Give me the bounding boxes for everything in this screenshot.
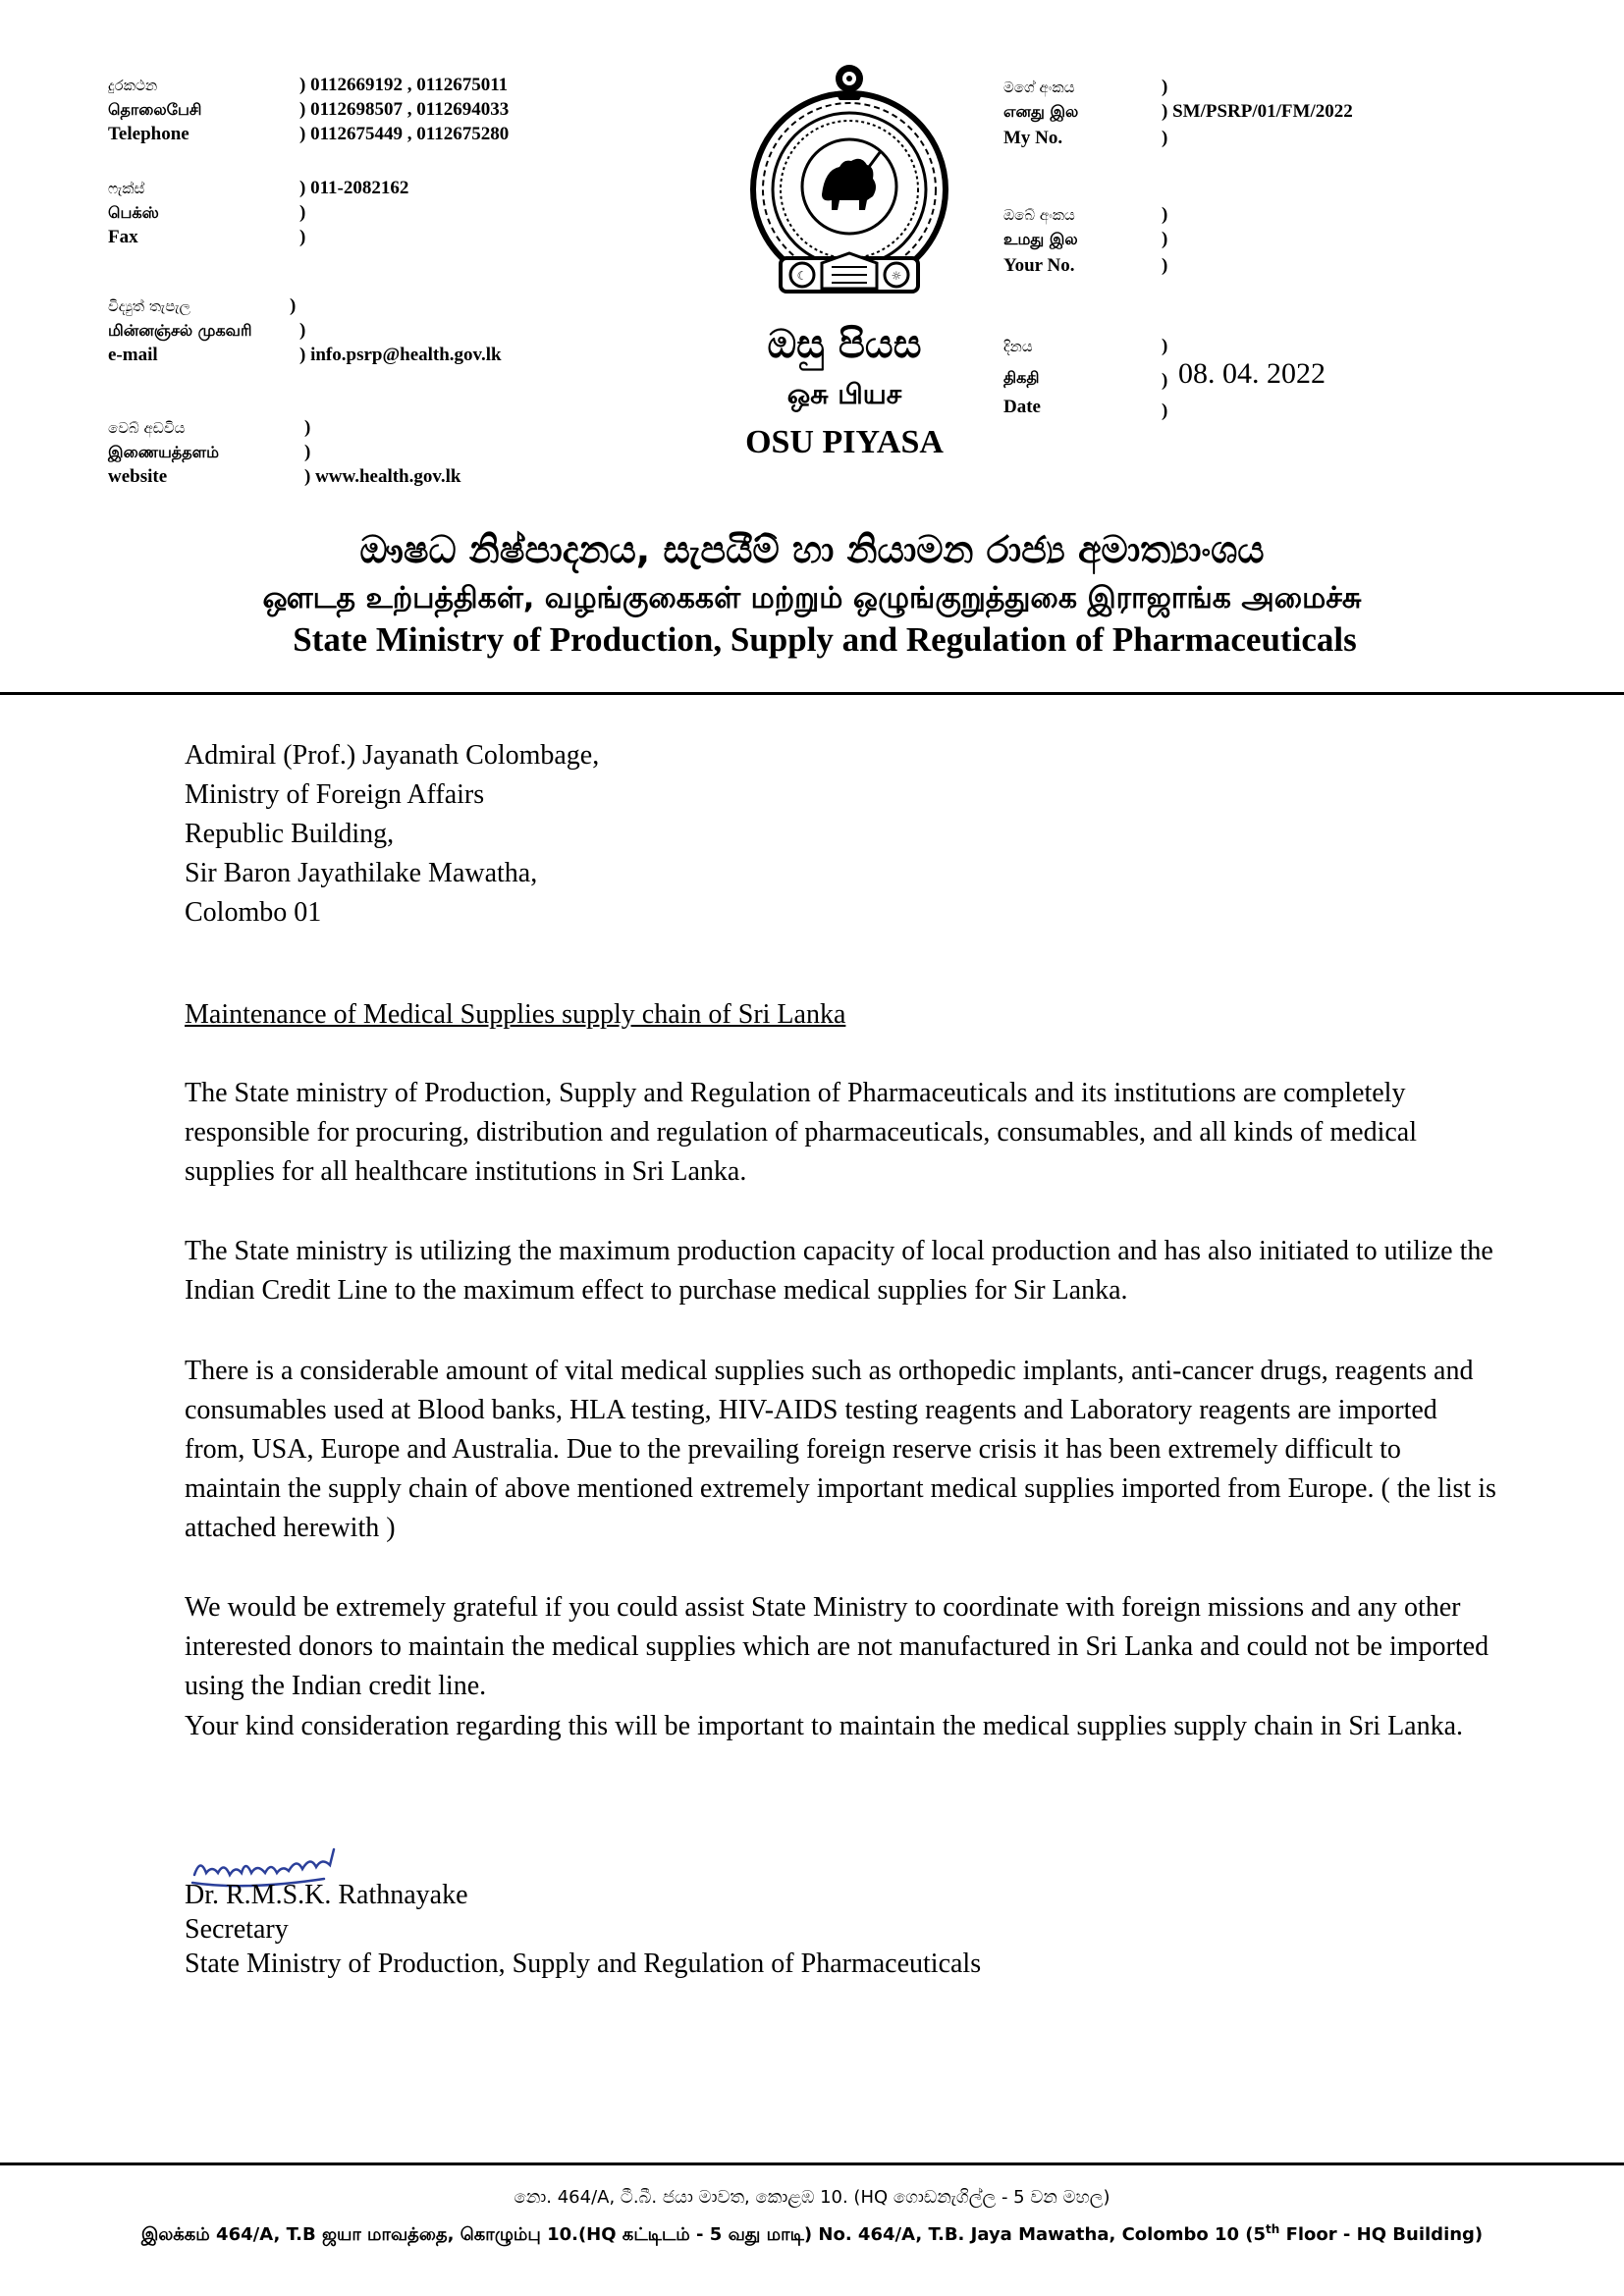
fax-label-si: ෆැක්ස් — [108, 180, 145, 197]
date-label-ta: திகதி — [1003, 368, 1040, 387]
my-no-value-3: ) — [1162, 128, 1168, 148]
signatory-name: Dr. R.M.S.K. Rathnayake — [185, 1880, 468, 1910]
footer-address-tamil-english — [0, 2222, 1624, 2247]
website-label-en: website — [108, 466, 168, 487]
email-value-2: ) — [299, 320, 306, 341]
address-line: Colombo 01 — [185, 897, 322, 928]
emblem-sun-glyph: ☼ — [891, 269, 902, 283]
my-no-label-si: මගේ අංකය — [1003, 79, 1075, 96]
email-value-1: ) — [290, 295, 297, 316]
emblem-icon — [741, 57, 957, 307]
ministry-name-english: State Ministry of Production, Supply and Regulation of Pharmaceuticals — [293, 620, 1357, 659]
signatory-organization: State Ministry of Production, Supply and Regulation of Pharmaceuticals — [185, 1949, 982, 1979]
email-label-en: e-mail — [108, 345, 158, 365]
my-no-label-ta: எனது இல — [1003, 102, 1079, 121]
email-label-ta: மின்னஞ்சல் முகவரி — [108, 321, 252, 340]
body-paragraph-5: Your kind consideration regarding this will be important to maintain the medical supplies supply chain in Sri Lanka. — [185, 1711, 1464, 1741]
date-paren-3: ) — [1162, 400, 1168, 421]
telephone-value-3: ) 0112675449 , 0112675280 — [299, 124, 510, 144]
footer-address-end: Floor - HQ Building) — [1279, 2224, 1484, 2245]
telephone-label-ta: தொலைபேசி — [108, 100, 202, 119]
date-paren-2: ) — [1162, 370, 1168, 391]
fax-label-ta: பெக்ஸ் — [108, 203, 159, 222]
osu-piyasa-sinhala: ඔසු පියස — [767, 322, 922, 367]
my-no-label-en: My No. — [1003, 128, 1063, 148]
date-value: 08. 04. 2022 — [1178, 357, 1326, 390]
my-no-value-2: ) SM/PSRP/01/FM/2022 — [1162, 101, 1353, 122]
fax-value-2: ) — [299, 202, 306, 223]
address-line: Sir Baron Jayathilake Mawatha, — [185, 858, 538, 888]
address-line: Admiral (Prof.) Jayanath Colombage, — [185, 740, 600, 771]
footer-address-sup: th — [1266, 2222, 1280, 2236]
website-value-3: ) www.health.gov.lk — [304, 466, 461, 487]
body-paragraph-4: We would be extremely grateful if you could assist State Ministry to coordinate with foreign missions and any other interested donors to maintain the medical supplies which are not manufactured in Sri Lanka and could not be imported using the Indian credit line. — [185, 1592, 1489, 1701]
signatory-title: Secretary — [185, 1914, 289, 1945]
your-no-value-1: ) — [1162, 204, 1168, 225]
fax-value-1: ) 011-2082162 — [299, 178, 409, 198]
emblem-moon-glyph: ☾ — [796, 269, 808, 283]
footer-address-main: இலக்கம் 464/A, T.B ஜயா மாவத்தை, கொழும்பு 10.(HQ கட்டிடம் - 5 வது மாடி) No. 464/A, T.B. Jaya Mawatha, Colombo 10 (5 — [140, 2224, 1267, 2245]
address-line: Republic Building, — [185, 819, 395, 849]
email-value-3: ) info.psrp@health.gov.lk — [299, 345, 502, 365]
email-label-si: විද්‍යුත් තැපැල — [108, 297, 190, 315]
website-label-si: වෙබ් අඩවිය — [108, 419, 186, 437]
fax-label-en: Fax — [108, 227, 138, 247]
date-label-si: දිනය — [1003, 338, 1033, 355]
ministry-name-sinhala: ඖෂධ නිෂ්පාදනය, සැපයීම් හා නියාමන රාජ්‍ය අමාත්‍යාංශය — [359, 528, 1265, 571]
your-no-label-si: ඔබේ අංකය — [1003, 206, 1075, 224]
address-line: Ministry of Foreign Affairs — [185, 779, 485, 810]
osu-piyasa-english: OSU PIYASA — [745, 424, 944, 460]
telephone-label-en: Telephone — [108, 124, 189, 144]
subject-text: Maintenance of Medical Supplies supply chain of Sri Lanka — [185, 999, 846, 1030]
footer-divider — [0, 2163, 1624, 2165]
telephone-label-si: දුරකථන — [108, 77, 158, 94]
body-paragraph-1: The State ministry of Production, Supply and Regulation of Pharmaceuticals and its institutions are completely responsible for procuring, distribution and regulation of pharmaceuticals, consumables, and all kinds of medical supplies for all healthcare institutions in Sri Lanka. — [185, 1078, 1417, 1187]
your-no-value-2: ) — [1162, 229, 1168, 249]
website-value-1: ) — [304, 417, 311, 438]
website-value-2: ) — [304, 442, 311, 462]
your-no-value-3: ) — [1162, 255, 1168, 276]
telephone-value-1: ) 0112669192 , 0112675011 — [299, 75, 509, 95]
header-divider — [0, 692, 1624, 695]
body-paragraph-3: There is a considerable amount of vital medical supplies such as orthopedic implants, anti-cancer drugs, reagents and consumables used at Blood banks, HLA testing, HIV-AIDS testing reagents and Laboratory reagents are imported from, USA, Europe and Australia. Due to the prevailing foreign reserve crisis it has been extremely difficult to maintain the supply chain of above mentioned extremely important medical supplies imported from Europe. ( the list is attached herewith ) — [185, 1356, 1496, 1543]
fax-value-3: ) — [299, 227, 306, 247]
ministry-name-tamil: ஔடத உற்பத்திகள், வழங்குகைகள் மற்றும் ஒழுங்குறுத்துகை இராஜாங்க அமைச்சு — [262, 581, 1362, 615]
telephone-value-2: ) 0112698507 , 0112694033 — [299, 99, 510, 120]
sri-lanka-emblem — [741, 57, 957, 307]
date-paren-1: ) — [1162, 336, 1168, 356]
my-no-value-1: ) — [1162, 77, 1168, 97]
date-label-en: Date — [1003, 397, 1041, 417]
osu-piyasa-tamil: ஒசு பியச — [786, 378, 902, 410]
letter-subject — [185, 995, 1500, 1035]
recipient-address — [185, 736, 1500, 933]
footer-address-sinhala: නො. 464/A, ටී.බී. ජයා මාවත, කොළඹ 10. (HQ ගොඩනැගිල්ල - 5 වන මහල) — [514, 2187, 1110, 2208]
your-no-label-ta: உமது இல — [1003, 230, 1078, 248]
website-label-ta: இணையத்தளம் — [108, 443, 219, 461]
body-paragraph-2: The State ministry is utilizing the maximum production capacity of local production and has also initiated to utilize the Indian Credit Line to the maximum effect to purchase medical supplies for Sir Lanka. — [185, 1236, 1493, 1306]
your-no-label-en: Your No. — [1003, 255, 1075, 276]
